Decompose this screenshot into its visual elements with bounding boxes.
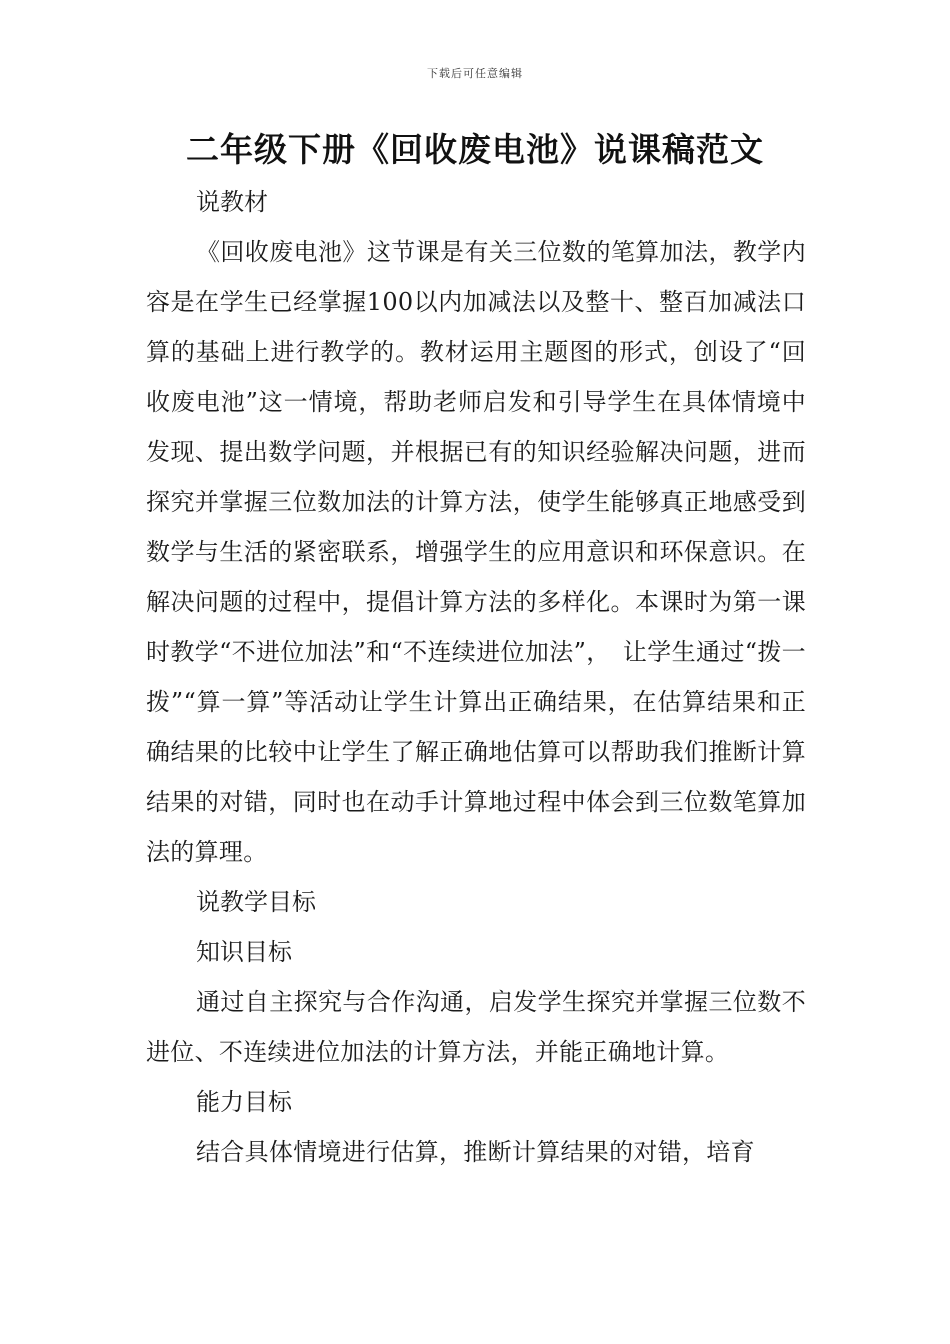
subheading-knowledge-goals: 知识目标	[196, 938, 292, 966]
page-header-note: 下载后可任意编辑	[427, 67, 523, 80]
section-heading-textbook: 说教材	[196, 188, 268, 216]
paragraph-textbook: 《回收废电池》这节课是有关三位数的笔算加法，教学内容是在学生已经掌握100以内加减法以及整十、整百加减法口算的基础上进行教学的。教材运用主题图的形式，创设了“回收废电池”这一情境，帮助老师启发和引导学生在具体情境中发现、提出数学问题，并根据已有的知识经验解决问题，进而探究并掌握三位数加法的计算方法，使学生能够真正地感受到数学与生活的紧密联系，增强学生的应用意识和环保意识。在解决问题的过程中，提倡计算方法的多样化。本课时为第一课时教学“不进位加法”和“不连续进位加法”， 让学生通过“拨一拨”“算一算”等活动让学生计算出正确结果，在估算结果和正确结果的比较中让学生了解正确地估算可以帮助我们推断计算结果的对错，同时也在动手计算地过程中体会到三位数笔算加法的算理。	[146, 238, 806, 866]
subheading-ability-goals: 能力目标	[196, 1088, 292, 1116]
document-body	[146, 177, 806, 1177]
section-heading-teaching-goals: 说教学目标	[196, 888, 316, 916]
document-title: 二年级下册《回收废电池》说课稿范文	[186, 130, 764, 169]
paragraph-ability-goals: 结合具体情境进行估算，推断计算结果的对错，培育	[196, 1138, 755, 1166]
paragraph-knowledge-goals: 通过自主探究与合作沟通，启发学生探究并掌握三位数不进位、不连续进位加法的计算方法，并能正确地计算。	[146, 988, 806, 1066]
